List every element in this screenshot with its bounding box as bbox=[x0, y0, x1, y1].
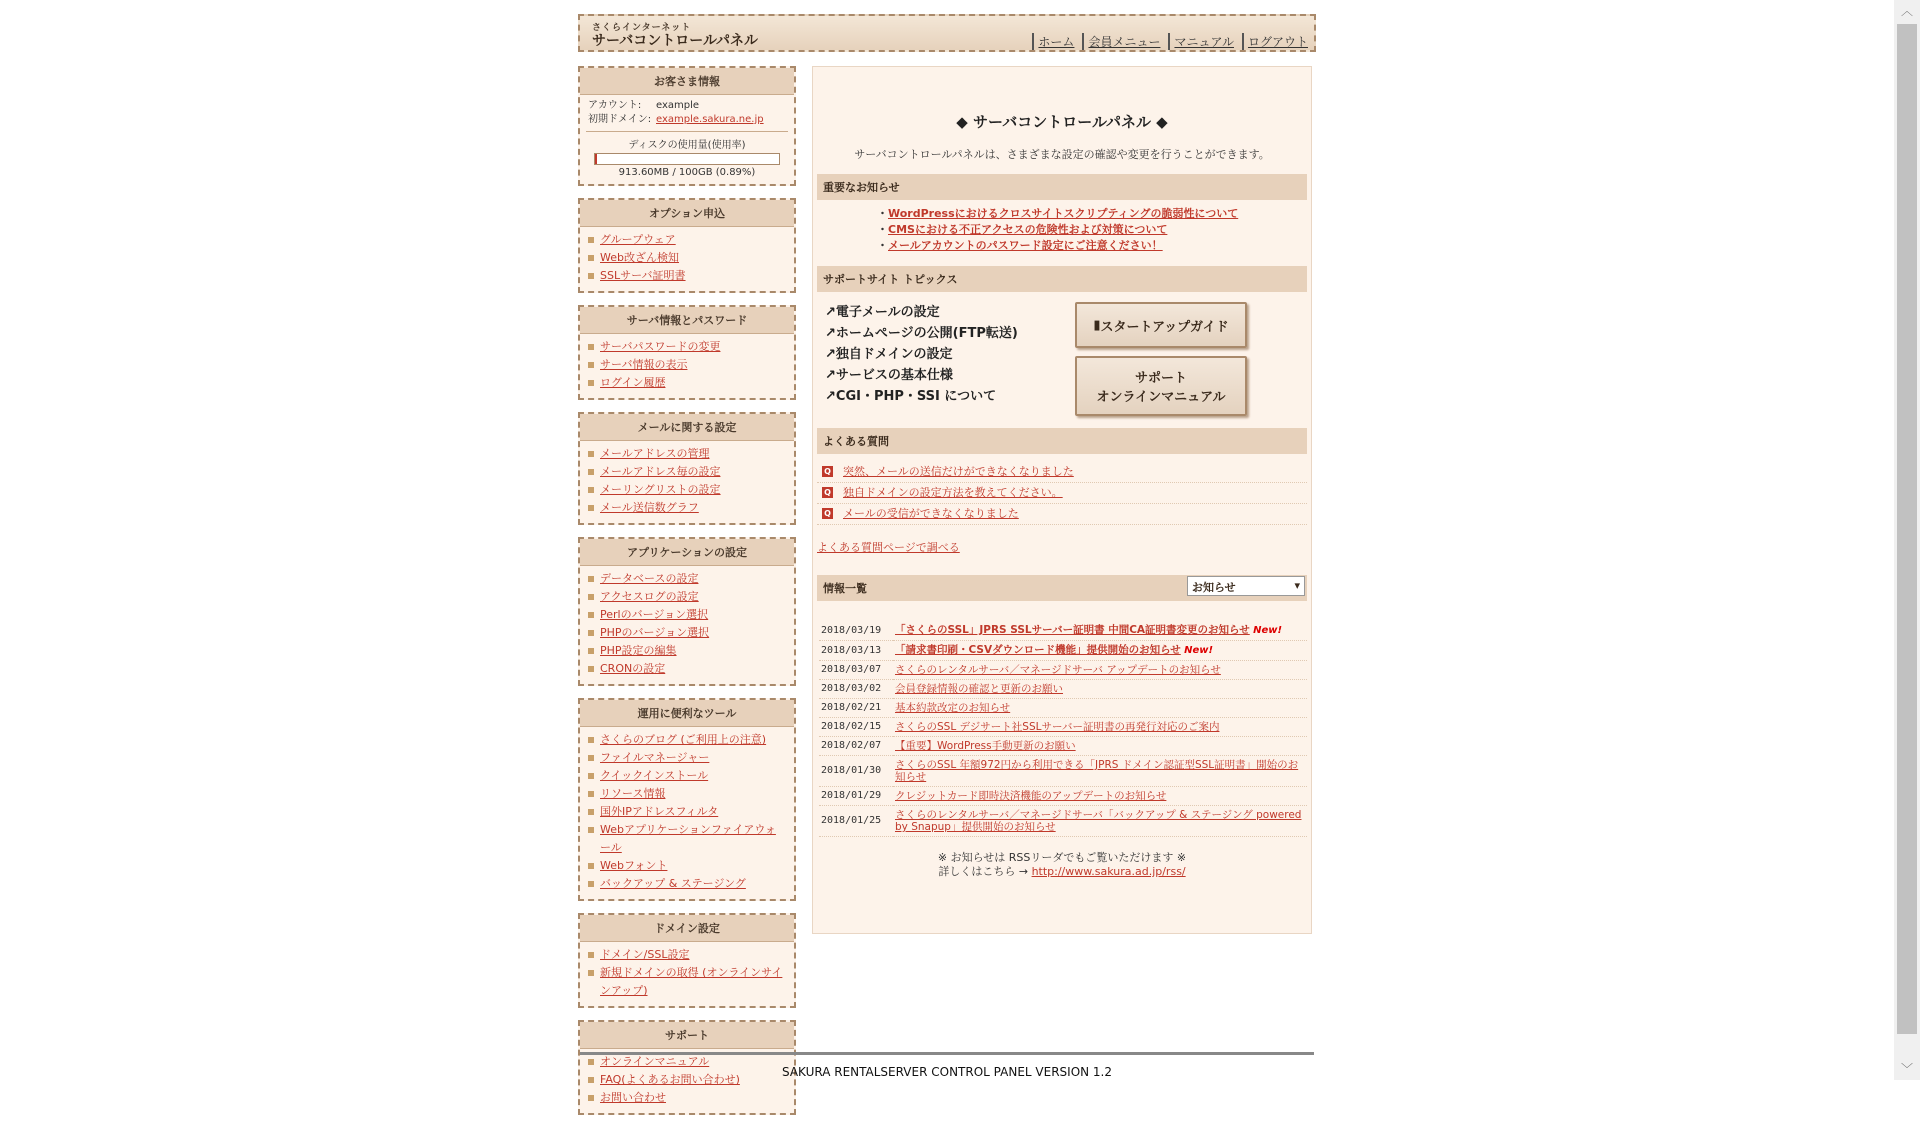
sidebar-section-title: メールに関する設定 bbox=[580, 414, 794, 441]
table-row bbox=[819, 737, 1307, 756]
sidebar-item bbox=[588, 499, 786, 517]
new-badge: New! bbox=[1184, 645, 1214, 656]
sidebar-item bbox=[588, 767, 786, 785]
new-badge: New! bbox=[1253, 625, 1283, 636]
disk-label: ディスクの使用量(使用率) bbox=[628, 140, 746, 151]
footer: SAKURA RENTALSERVER CONTROL PANEL VERSION 1.2 bbox=[580, 1052, 1314, 1079]
online-manual-button[interactable]: サポート オンラインマニュアル bbox=[1075, 356, 1247, 416]
disk-bar bbox=[594, 153, 780, 165]
info-link[interactable]: さくらのSSL デジサート社SSLサーバー証明書の再発行対応のご案内 bbox=[895, 721, 1220, 733]
faq-item bbox=[817, 504, 1307, 525]
sidebar-item bbox=[588, 481, 786, 499]
info-cell bbox=[893, 680, 1307, 699]
faq-link[interactable]: メールの受信ができなくなりました bbox=[843, 507, 1019, 520]
disk-bar-fill bbox=[595, 154, 597, 164]
sidebar-section bbox=[578, 698, 796, 901]
sidebar-item bbox=[588, 588, 786, 606]
sidebar-link[interactable]: ログイン履歴 bbox=[600, 376, 666, 389]
table-row bbox=[819, 641, 1307, 661]
sidebar-item bbox=[588, 624, 786, 642]
page-description: サーバコントロールパネルは、さまざまな設定の確認や変更を行うことができます。 bbox=[854, 148, 1270, 161]
sidebar-item bbox=[588, 606, 786, 624]
info-link[interactable]: 基本約款改定のお知らせ bbox=[895, 702, 1011, 714]
sidebar-item bbox=[588, 964, 786, 1000]
book-icon: ▮ bbox=[1093, 317, 1101, 333]
sidebar-section bbox=[578, 913, 796, 1008]
sidebar-section-title: オプション申込 bbox=[580, 200, 794, 227]
external-link-icon: ↗ bbox=[825, 347, 836, 362]
topics bbox=[813, 292, 1311, 416]
info-cell bbox=[893, 661, 1307, 680]
info-date: 2018/01/29 bbox=[819, 787, 893, 806]
info-cell bbox=[893, 718, 1307, 737]
account-box bbox=[578, 66, 796, 186]
table-row bbox=[819, 699, 1307, 718]
sidebar-item bbox=[588, 749, 786, 767]
info-header bbox=[817, 575, 1307, 601]
info-link[interactable]: さくらのレンタルサーバ／マネージドサーバ アップデートのお知らせ bbox=[895, 664, 1221, 676]
info-cell bbox=[893, 787, 1307, 806]
account-value: example bbox=[656, 100, 700, 111]
info-date: 2018/03/19 bbox=[819, 621, 893, 641]
faq-link[interactable]: 突然、メールの送信だけができなくなりました bbox=[843, 465, 1074, 478]
faq-more-link[interactable]: よくある質問ページで調べる bbox=[817, 541, 960, 554]
info-date: 2018/02/15 bbox=[819, 718, 893, 737]
external-link-icon: ↗ bbox=[825, 305, 836, 320]
sidebar-link[interactable]: アクセスログの設定 bbox=[600, 590, 699, 603]
domain-link[interactable]: example.sakura.ne.jp bbox=[656, 114, 764, 125]
sidebar-item bbox=[588, 1089, 786, 1107]
faq-header: よくある質問 bbox=[817, 428, 1307, 454]
sidebar-link[interactable]: メールアドレス毎の設定 bbox=[600, 465, 721, 478]
info-link[interactable]: 会員登録情報の確認と更新のお願い bbox=[895, 683, 1063, 695]
external-link-icon: ↗ bbox=[825, 368, 836, 383]
sidebar-item bbox=[588, 660, 786, 678]
info-date: 2018/02/07 bbox=[819, 737, 893, 756]
sidebar-item bbox=[588, 857, 786, 875]
sidebar-link[interactable]: リソース情報 bbox=[600, 787, 666, 800]
main-panel bbox=[812, 66, 1312, 934]
rss-note: ※ お知らせは RSSリーダでもご覧いただけます ※ 詳しくはこちら → http://www.sakura.ad.jp/rss/ bbox=[937, 851, 1187, 878]
sidebar-link[interactable]: Webアプリケーションファイアウォール bbox=[600, 823, 776, 854]
sidebar-item bbox=[588, 785, 786, 803]
scroll-down-icon[interactable]: ﹀ bbox=[1900, 1062, 1913, 1076]
info-title: 情報一覧 bbox=[823, 582, 867, 595]
sidebar-link[interactable]: FAQ(よくあるお問い合わせ) bbox=[600, 1073, 740, 1086]
chevron-down-icon: ▾ bbox=[1294, 579, 1300, 592]
sidebar-link[interactable]: さくらのブログ (ご利用上の注意) bbox=[600, 733, 767, 746]
sidebar-section-title: サーバ情報とパスワード bbox=[580, 307, 794, 334]
sidebar-item bbox=[588, 875, 786, 893]
sidebar-link[interactable]: 新規ドメインの取得 (オンラインサインアップ) bbox=[600, 966, 783, 997]
sidebar-item bbox=[588, 946, 786, 964]
info-date: 2018/03/07 bbox=[819, 661, 893, 680]
top-nav bbox=[1032, 33, 1308, 50]
sidebar-link[interactable]: オンラインマニュアル bbox=[600, 1055, 710, 1068]
sidebar-item bbox=[588, 803, 786, 821]
sidebar-item bbox=[588, 463, 786, 481]
sidebar-link[interactable]: サーバ情報の表示 bbox=[600, 358, 688, 371]
topic-buttons bbox=[1075, 302, 1247, 416]
faq-link[interactable]: 独自ドメインの設定方法を教えてください。 bbox=[843, 486, 1063, 499]
important-link[interactable]: メールアカウントのパスワード設定にご注意ください！ bbox=[888, 239, 1163, 252]
info-cell bbox=[893, 621, 1307, 641]
sidebar-item bbox=[588, 445, 786, 463]
topic-list bbox=[825, 302, 1075, 416]
startup-guide-button[interactable]: ▮ スタートアップガイド bbox=[1075, 302, 1247, 348]
nav-home[interactable]: ホーム bbox=[1032, 33, 1074, 50]
table-row bbox=[819, 621, 1307, 641]
info-link[interactable]: クレジットカード即時決済機能のアップデートのお知らせ bbox=[895, 790, 1167, 802]
faq-item bbox=[817, 462, 1307, 483]
table-row bbox=[819, 661, 1307, 680]
info-link[interactable]: さくらのSSL 年額972円から利用できる「JPRS ドメイン認証型SSL証明書」開始のお知らせ bbox=[895, 759, 1299, 783]
info-date: 2018/01/25 bbox=[819, 806, 893, 837]
sidebar-link[interactable]: ファイルマネージャー bbox=[600, 751, 710, 764]
sidebar-link[interactable]: 国外IPアドレスフィルタ bbox=[600, 805, 719, 818]
sidebar-link[interactable]: グループウェア bbox=[600, 233, 676, 246]
table-row bbox=[819, 806, 1307, 837]
sidebar-section bbox=[578, 198, 796, 293]
info-date: 2018/03/13 bbox=[819, 641, 893, 661]
nav-logout[interactable]: ログアウト bbox=[1242, 33, 1308, 50]
info-date: 2018/02/21 bbox=[819, 699, 893, 718]
info-cell bbox=[893, 699, 1307, 718]
important-link[interactable]: WordPressにおけるクロスサイトスクリプティングの脆弱性について bbox=[888, 207, 1239, 220]
rss-link[interactable]: http://www.sakura.ad.jp/rss/ bbox=[1031, 865, 1186, 878]
sidebar-item bbox=[588, 249, 786, 267]
info-date: 2018/03/02 bbox=[819, 680, 893, 699]
info-link[interactable]: 「請求書印刷・CSVダウンロード機能」提供開始のお知らせ bbox=[895, 644, 1181, 656]
domain-label: 初期ドメイン: bbox=[588, 114, 652, 125]
sidebar-item bbox=[588, 821, 786, 857]
info-link[interactable]: さくらのレンタルサーバ／マネージドサーバ「バックアップ & ステージング powered by Snapup」提供開始のお知らせ bbox=[895, 809, 1302, 833]
sidebar-link[interactable]: PHPのバージョン選択 bbox=[600, 626, 710, 639]
sidebar-link[interactable]: SSLサーバ証明書 bbox=[600, 269, 686, 282]
topic-item[interactable]: ↗サービスの基本仕様 bbox=[825, 368, 953, 383]
scrollbar[interactable] bbox=[1894, 0, 1920, 1080]
scrollbar-thumb[interactable] bbox=[1897, 24, 1917, 1034]
sidebar-item bbox=[588, 731, 786, 749]
topic-item[interactable]: ↗電子メールの設定 bbox=[825, 305, 940, 320]
table-row bbox=[819, 680, 1307, 699]
sidebar-link[interactable]: PHP設定の編集 bbox=[600, 644, 677, 657]
header bbox=[578, 14, 1316, 52]
important-link[interactable]: CMSにおける不正アクセスの危険性および対策について bbox=[888, 223, 1168, 236]
sidebar-section bbox=[578, 305, 796, 400]
nav-member-menu[interactable]: 会員メニュー bbox=[1082, 33, 1160, 50]
topic-item[interactable]: ↗ホームページの公開(FTP転送) bbox=[825, 326, 1018, 341]
info-link[interactable]: 「さくらのSSL」JPRS SSLサーバー証明書 中間CA証明書変更のお知らせ bbox=[895, 624, 1250, 636]
info-cell bbox=[893, 737, 1307, 756]
account-box-title: お客さま情報 bbox=[580, 68, 794, 95]
scroll-up-icon[interactable]: ︿ bbox=[1900, 4, 1913, 18]
table-row bbox=[819, 756, 1307, 787]
sidebar-link[interactable]: CRONの設定 bbox=[600, 662, 666, 675]
sidebar-item bbox=[588, 356, 786, 374]
external-link-icon: ↗ bbox=[825, 389, 836, 404]
important-list bbox=[813, 206, 1311, 254]
logo-title[interactable]: サーバコントロールパネル bbox=[592, 33, 759, 49]
sidebar-link[interactable]: Web改ざん検知 bbox=[600, 251, 679, 264]
sidebar-section-title: 運用に便利なツール bbox=[580, 700, 794, 727]
topic-item[interactable]: ↗CGI・PHP・SSI について bbox=[825, 389, 997, 404]
info-date: 2018/01/30 bbox=[819, 756, 893, 787]
sidebar-link[interactable]: Webフォント bbox=[600, 859, 668, 872]
info-table bbox=[819, 621, 1307, 837]
sidebar bbox=[578, 66, 796, 1127]
sidebar-link[interactable]: お問い合わせ bbox=[600, 1091, 666, 1104]
faq-list bbox=[817, 462, 1307, 525]
external-link-icon: ↗ bbox=[825, 326, 836, 341]
sidebar-link[interactable]: メールアドレスの管理 bbox=[600, 447, 710, 460]
sidebar-link[interactable]: クイックインストール bbox=[600, 769, 709, 782]
sidebar-link[interactable]: Perlのバージョン選択 bbox=[600, 608, 709, 621]
sidebar-link[interactable]: メーリングリストの設定 bbox=[600, 483, 721, 496]
important-header: 重要なお知らせ bbox=[817, 174, 1307, 200]
sidebar-item bbox=[588, 374, 786, 392]
page-title: ◆ サーバコントロールパネル ◆ bbox=[956, 113, 1168, 131]
nav-manual[interactable]: マニュアル bbox=[1168, 33, 1234, 50]
sidebar-section bbox=[578, 412, 796, 525]
sidebar-section-title: アプリケーションの設定 bbox=[580, 539, 794, 566]
sidebar-link[interactable]: ドメイン/SSL設定 bbox=[600, 948, 690, 961]
faq-item bbox=[817, 483, 1307, 504]
sidebar-section bbox=[578, 537, 796, 686]
disk-value: 913.60MB / 100GB (0.89%) bbox=[618, 167, 756, 178]
sidebar-link[interactable]: メール送信数グラフ bbox=[600, 501, 699, 514]
sidebar-item bbox=[588, 570, 786, 588]
logo-subtitle: さくらインターネット bbox=[592, 23, 692, 33]
table-row bbox=[819, 718, 1307, 737]
account-label: アカウント: bbox=[588, 100, 642, 111]
sidebar-link[interactable]: バックアップ & ステージング bbox=[600, 877, 746, 890]
sidebar-item bbox=[588, 338, 786, 356]
sidebar-section-title: ドメイン設定 bbox=[580, 915, 794, 942]
sidebar-link[interactable]: データベースの設定 bbox=[600, 572, 699, 585]
disk-usage bbox=[586, 131, 788, 184]
sidebar-section-title: サポート bbox=[580, 1022, 794, 1049]
topics-header: サポートサイト トピックス bbox=[817, 266, 1307, 292]
sidebar-item bbox=[588, 642, 786, 660]
info-cell bbox=[893, 756, 1307, 787]
table-row bbox=[819, 787, 1307, 806]
topic-item[interactable]: ↗独自ドメインの設定 bbox=[825, 347, 953, 362]
sidebar-item bbox=[588, 231, 786, 249]
sidebar-item bbox=[588, 267, 786, 285]
info-select[interactable]: お知らせ ▾ bbox=[1187, 576, 1305, 596]
info-link[interactable]: 【重要】WordPress手動更新のお願い bbox=[895, 740, 1076, 752]
info-cell bbox=[893, 806, 1307, 837]
sidebar-link[interactable]: サーバパスワードの変更 bbox=[600, 340, 721, 353]
info-cell bbox=[893, 641, 1307, 661]
